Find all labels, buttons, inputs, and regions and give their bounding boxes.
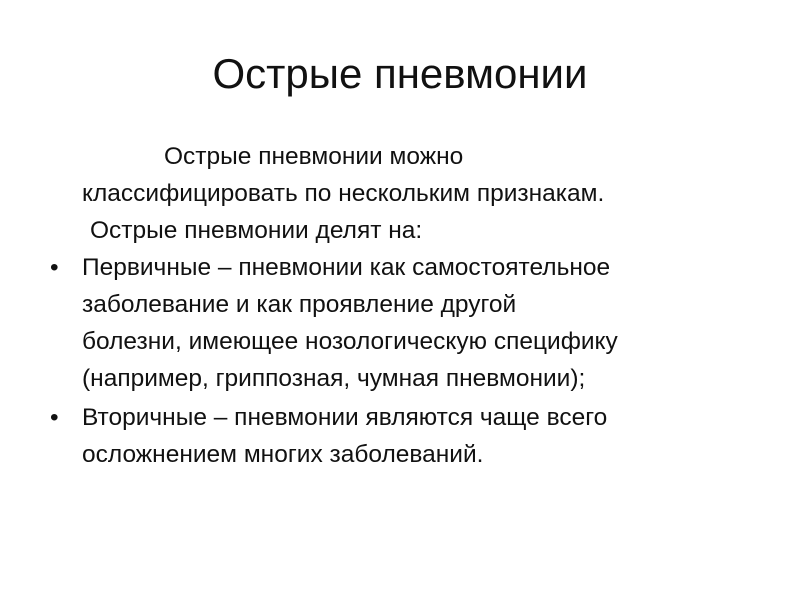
intro-paragraph [50,138,770,212]
intro-line-1: Острые пневмонии можно [164,143,464,170]
bullet-icon: • [50,404,59,431]
bullet-primary-line-2: заболевание и как проявление другой [82,291,517,318]
bullet-primary-line-3: болезни, имеющее нозологическую специфику [82,328,618,355]
slide-title: Острые пневмонии [212,50,588,97]
division-paragraph: Острые пневмонии делят на: [90,217,423,244]
intro-line-2: классифицировать по нескольким признакам. [82,180,605,207]
bullet-secondary-line-1: Вторичные – пневмонии являются чаще всего [82,404,608,431]
bullet-primary-line-1: Первичные – пневмонии как самостоятельное [82,254,611,281]
bullet-primary-line-4: (например, гриппозная, чумная пневмонии); [82,365,586,392]
bullet-secondary [50,399,770,473]
bullet-primary [50,249,770,397]
bullet-icon: • [50,254,59,281]
bullet-list [50,249,770,473]
bullet-secondary-line-2: осложнением многих заболеваний. [82,441,484,468]
slide-body [50,138,770,475]
